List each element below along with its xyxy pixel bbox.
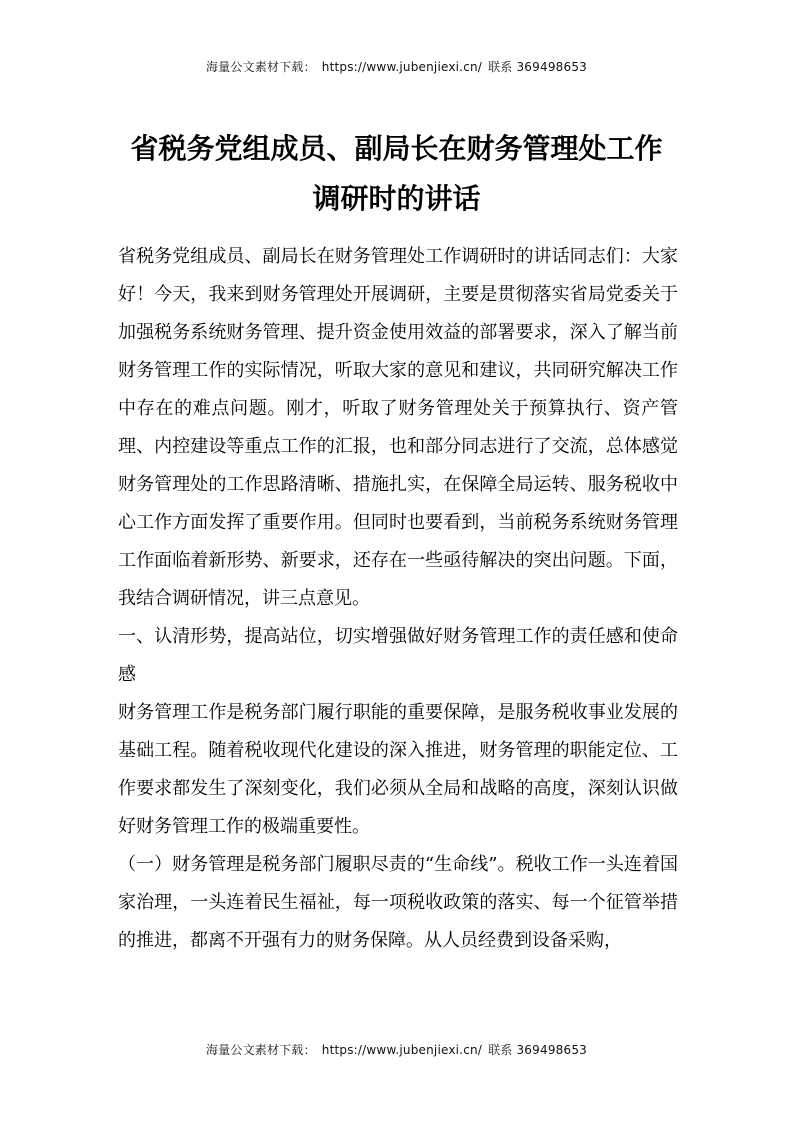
paragraph-subsection-1: （一）财务管理是税务部门履职尽责的“生命线”。税收工作一头连着国家治理，一头连着民生福祉，每一项税收政策的落实、每一个征管举措的推进，都离不开强有力的财务保障。从人员经费到设备采购， xyxy=(118,854,678,951)
footer-label: 海量公文素材下载： xyxy=(205,1043,316,1057)
paragraph-section-1: 财务管理工作是税务部门履行职能的重要保障，是服务税收事业发展的基础工程。随着税收现代化建设的深入推进，财务管理的职能定位、工作要求都发生了深刻变化，我们必须从全局和战略的高度，深刻认识做好财务管理工作的极端重要性。 xyxy=(118,702,678,837)
page-footer xyxy=(0,1041,793,1058)
footer-contact: 联系 369498653 xyxy=(488,1043,587,1057)
footer-url-link[interactable]: https://www.jubenjiexi.cn/ xyxy=(321,1043,483,1057)
document-title-line-2: 调研时的讲话 xyxy=(312,182,481,215)
header-label: 海量公文素材下载： xyxy=(205,60,316,74)
document-title-line-1: 省税务党组成员、副局长在财务管理处工作 xyxy=(130,132,663,165)
header-url-link[interactable]: https://www.jubenjiexi.cn/ xyxy=(321,60,483,74)
page-header xyxy=(0,58,793,75)
document-body xyxy=(118,238,678,960)
document-title xyxy=(110,124,683,224)
section-heading-1: 一、认清形势，提高站位，切实增强做好财务管理工作的责任感和使命感 xyxy=(118,626,678,685)
header-contact: 联系 369498653 xyxy=(488,60,587,74)
paragraph-intro: 省税务党组成员、副局长在财务管理处工作调研时的讲话同志们：大家好！今天，我来到财务管理处开展调研，主要是贯彻落实省局党委关于加强税务系统财务管理、提升资金使用效益的部署要求，深入了解当前财务管理工作的实际情况，听取大家的意见和建议，共同研究解决工作中存在的难点问题。刚才，听取了财务管理处关于预算执行、资产管理、内控建设等重点工作的汇报，也和部分同志进行了交流，总体感觉财务管理处的工作思路清晰、措施扎实，在保障全局运转、服务税收中心工作方面发挥了重要作用。但同时也要看到，当前税务系统财务管理工作面临着新形势、新要求，还存在一些亟待解决的突出问题。下面，我结合调研情况，讲三点意见。 xyxy=(118,246,678,609)
